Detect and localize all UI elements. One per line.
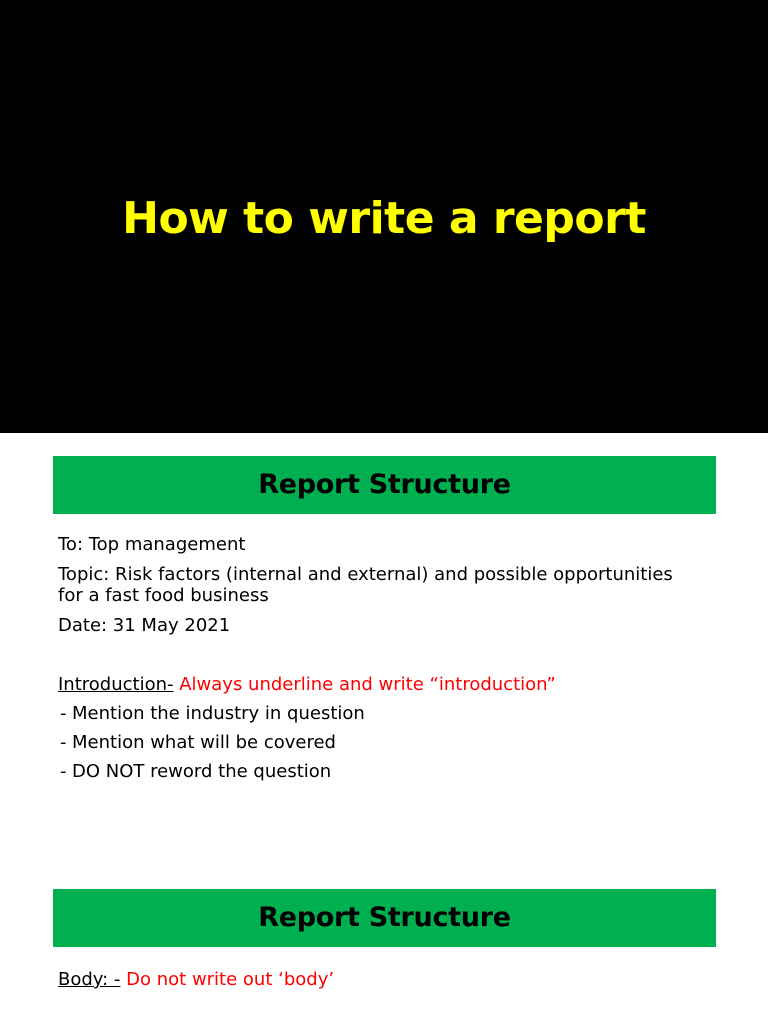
section-header-report-structure bbox=[53, 889, 716, 947]
to-line: To: Top management bbox=[58, 534, 246, 555]
bullet-dash: - bbox=[60, 703, 67, 724]
list-item bbox=[60, 761, 331, 782]
title-slide bbox=[0, 0, 768, 433]
slide-title: How to write a report bbox=[122, 193, 646, 244]
section-header-text: Report Structure bbox=[258, 469, 511, 500]
topic-line-1: Topic: Risk factors (internal and external) and possible opportunities bbox=[58, 564, 673, 585]
list-item-text: DO NOT reword the question bbox=[72, 761, 332, 782]
list-item bbox=[60, 703, 365, 724]
introduction-note: Always underline and write “introduction” bbox=[173, 674, 556, 695]
date-line: Date: 31 May 2021 bbox=[58, 615, 231, 636]
body-label: Body: - bbox=[58, 969, 121, 990]
section-header-text: Report Structure bbox=[258, 902, 511, 933]
body-line bbox=[58, 969, 334, 990]
bullet-dash: - bbox=[60, 732, 67, 753]
section-header-report-structure bbox=[53, 456, 716, 514]
list-item-text: Mention what will be covered bbox=[72, 732, 336, 753]
body-note: Do not write out ‘body’ bbox=[120, 969, 335, 990]
list-item-text: Mention the industry in question bbox=[72, 703, 365, 724]
introduction-label: Introduction- bbox=[58, 674, 174, 695]
bullet-dash: - bbox=[60, 761, 67, 782]
topic-line-2: for a fast food business bbox=[58, 585, 269, 606]
list-item bbox=[60, 732, 336, 753]
introduction-line bbox=[58, 674, 556, 695]
